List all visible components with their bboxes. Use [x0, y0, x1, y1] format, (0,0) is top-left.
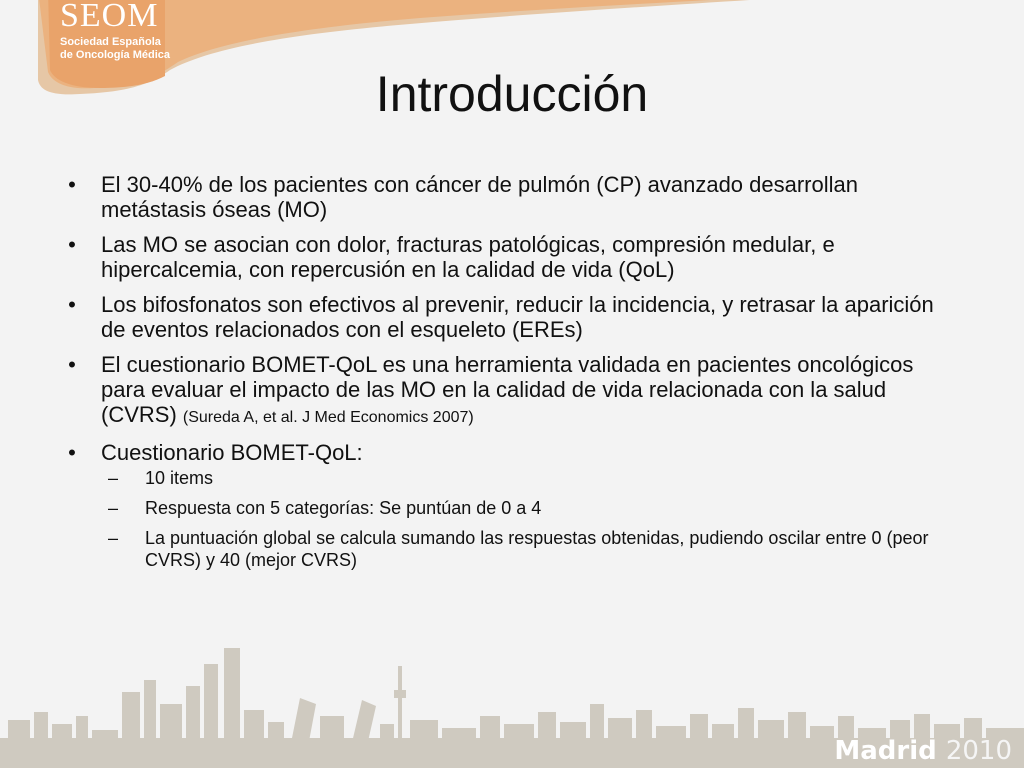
bullet-dot-icon: •: [68, 292, 76, 317]
sub-bullet-text: Respuesta con 5 categorías: Se puntúan de 0 a 4: [145, 498, 542, 518]
sub-bullet-item: [62, 527, 962, 571]
sub-bullet-text: La puntuación global se calcula sumando las respuestas obtenidas, pudiendo oscilar entre 0 (peor CVRS) y 40 (mejor CVRS): [145, 528, 929, 570]
dash-icon: –: [108, 498, 119, 518]
sub-bullet-item: [62, 467, 962, 489]
bullet-item: [62, 440, 962, 465]
bullet-text: Cuestionario BOMET-QoL:: [101, 440, 363, 465]
bullet-item: [62, 352, 962, 430]
bullet-dot-icon: •: [68, 352, 76, 377]
logo-text: [60, 0, 170, 62]
bullet-text: Las MO se asocian con dolor, fracturas patológicas, compresión medular, e hipercalcemia, con repercusión en la calidad de vida (QoL): [101, 232, 835, 282]
dash-icon: –: [108, 468, 119, 488]
bullet-text: El cuestionario BOMET-QoL es una herramienta validada en pacientes oncológicos para evaluar el impacto de las MO en la calidad de vida relacionada con la salud (CVRS): [101, 352, 914, 427]
sub-bullet-item: [62, 497, 962, 519]
sub-bullet-list: [62, 467, 962, 571]
sub-bullet-text: 10 items: [145, 468, 214, 488]
bullet-dot-icon: •: [68, 440, 76, 465]
bullet-item: [62, 292, 962, 342]
bullet-item: [62, 172, 962, 222]
bullet-list: [62, 172, 962, 579]
logo-title: SEOM: [60, 0, 159, 34]
bullet-item: [62, 232, 962, 282]
logo-subtitle-1: Sociedad Española: [60, 36, 161, 48]
dash-icon: –: [108, 528, 119, 548]
logo-subtitle-2: de Oncología Médica: [60, 49, 171, 61]
bullet-citation: (Sureda A, et al. J Med Economics 2007): [182, 409, 474, 426]
bullet-dot-icon: •: [68, 232, 76, 257]
footer-year: 2010: [945, 736, 1012, 766]
footer-city: Madrid: [834, 736, 937, 766]
bullet-dot-icon: •: [68, 172, 76, 197]
madrid-skyline: [0, 620, 1024, 768]
bullet-text: Los bifosfonatos son efectivos al prevenir, reducir la incidencia, y retrasar la aparición de eventos relacionados con el esqueleto (EREs): [101, 292, 934, 342]
footer-city-label: [834, 736, 1012, 766]
bullet-text: El 30-40% de los pacientes con cáncer de pulmón (CP) avanzado desarrollan metástasis óseas (MO): [101, 172, 858, 222]
page-title: Introducción: [375, 66, 649, 122]
